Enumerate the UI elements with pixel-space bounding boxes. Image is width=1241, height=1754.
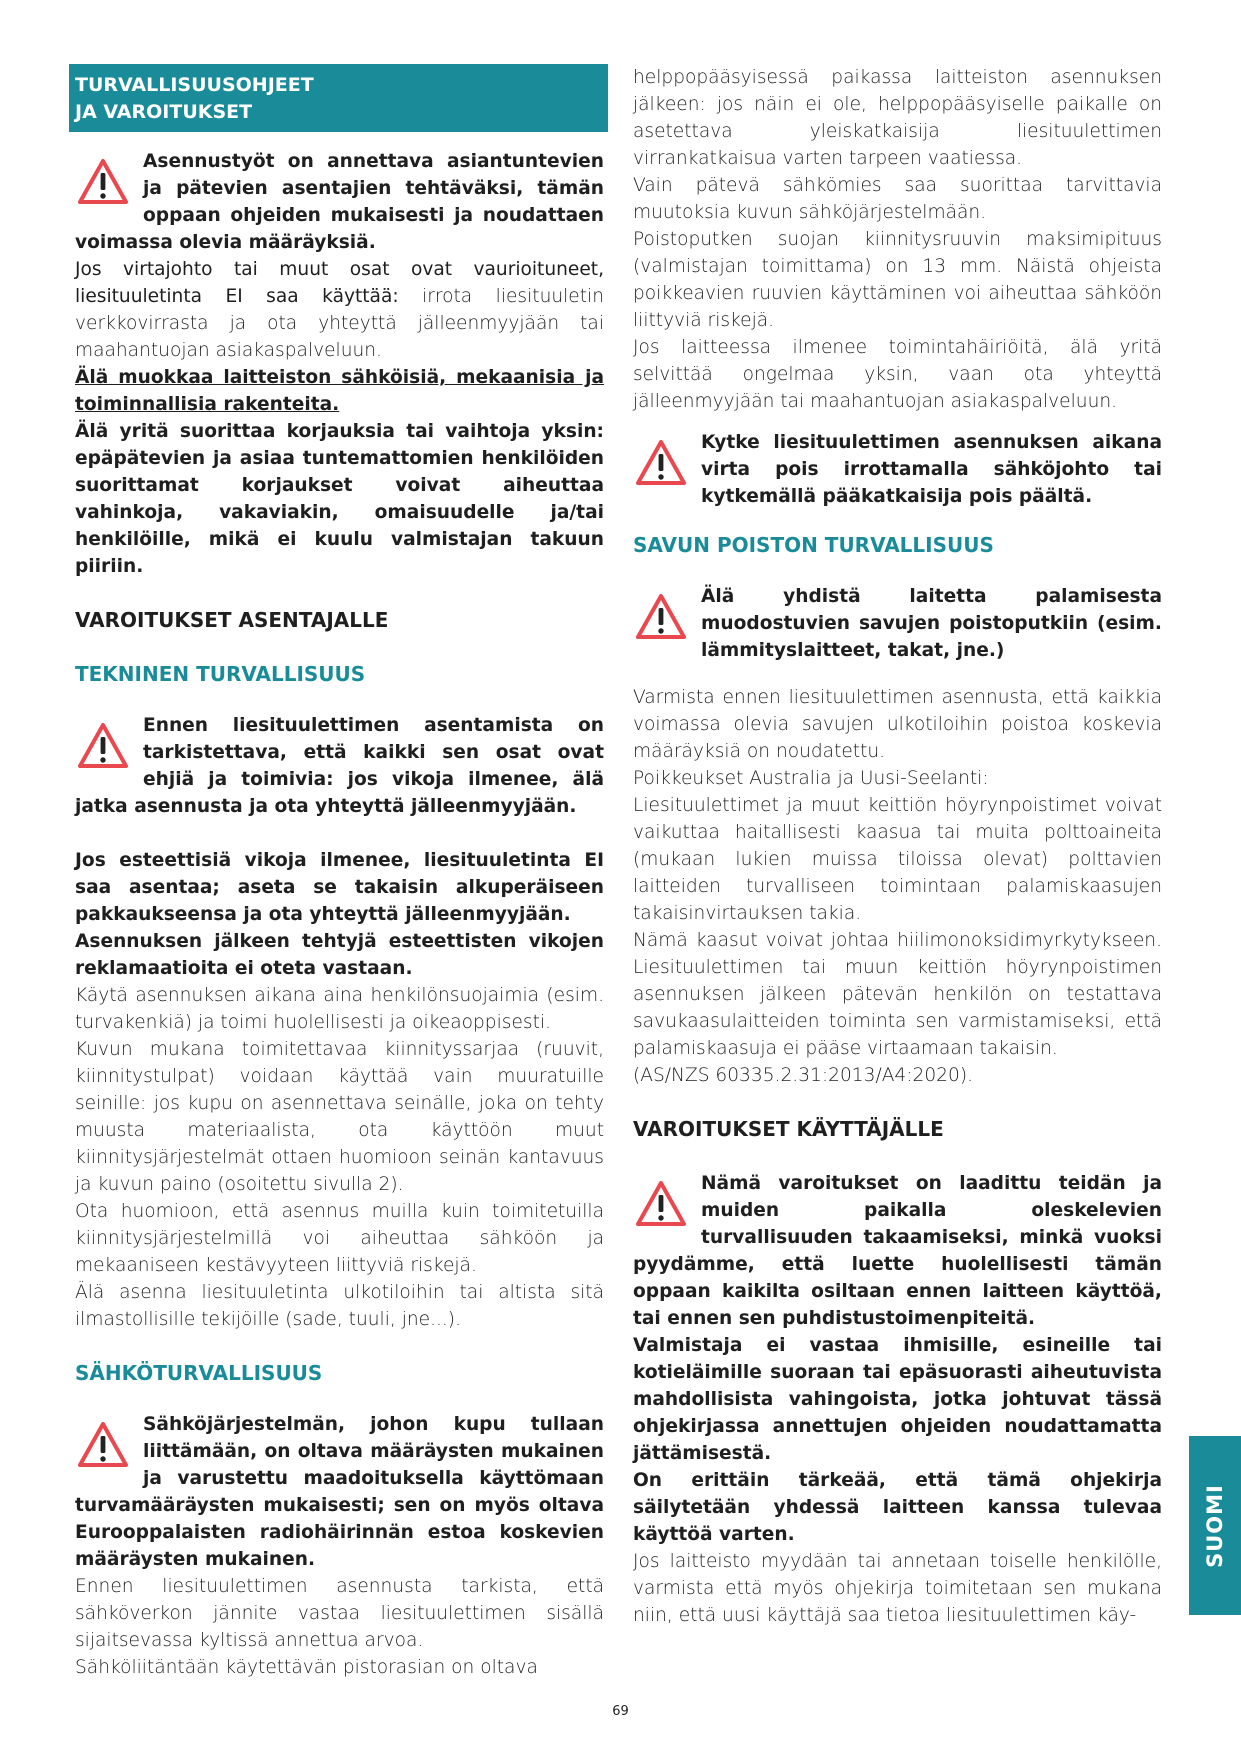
warning-text: Ennen liesituulettimen asentamista on tarkistettava, että kaikki sen osat ovat ehjiä ja toimivia: jos vikoja ilmenee, älä jatka asennusta ja ota yhteyttä jälleenmyyjään. bbox=[75, 715, 604, 817]
paragraph: On erittäin tärkeää, että tämä ohjekirja säilytetään yhdessä laitteen kanssa tulevaa käyttöä varten. bbox=[633, 1470, 1162, 1545]
warning-text: Nämä varoitukset on laadittu teidän ja muiden paikalla oleskelevien turvallisuuden takaamiseksi, minkä vuoksi pyydämme, että luette huolellisesti tämän oppaan kaikilta osiltaan ennen laitteen käyttöä, tai ennen sen puhdistustoimenpiteitä. bbox=[633, 1173, 1162, 1329]
warning-block bbox=[633, 583, 1162, 664]
paragraph: Valmistaja ei vastaa ihmisille, esineille tai kotieläimille suoraan tai epäsuorasti aiheutuvista mahdollisista vahingoista, jotka johtuvat tässä ohjekirjassa annettujen ohjeiden noudattamatta jättämisestä. bbox=[633, 1335, 1162, 1464]
paragraph: Kuvun mukana toimitettavaa kiinnityssarjaa (ruuvit, kiinnitystulpat) voidaan käyttää vain muuratuille seinille: jos kupu on asennettava seinälle, joka on tehty muusta materiaalista, ota käyttöön muut kiinnitysjärjestelmät ottaen huomioon seinän kantavuus ja kuvun paino (osoitettu sivulla 2). bbox=[75, 1039, 604, 1195]
bold-lead: Jos virtajohto tai muut osat ovat vaurioituneet, liesituuletinta EI saa käyttää: bbox=[75, 259, 604, 307]
title-line-1: TURVALLISUUSOHJEET bbox=[75, 74, 314, 96]
heading-user-warnings: VAROITUKSET KÄYTTÄJÄLLE bbox=[633, 1117, 944, 1141]
paragraph: Jos laitteessa ilmenee toimintahäiriöitä, älä yritä selvittää ongelmaa yksin, vaan ota yhteyttä jälleenmyyjään tai maahantuojan asiakaspalveluun. bbox=[633, 337, 1162, 412]
page-number: 69 bbox=[612, 1704, 629, 1719]
warning-triangle-icon bbox=[635, 439, 687, 487]
paragraph: Nämä kaasut voivat johtaa hiilimonoksidimyrkytykseen. Liesituulettimen tai muun keittiön höyrynpoistimen asennuksen jälkeen pätevän henkilön on testattava savukaasulaitteiden toiminta sen varmistamiseksi, että palamiskaasuja ei pääse virtaamaan takaisin. bbox=[633, 930, 1162, 1059]
paragraph-underlined bbox=[75, 364, 604, 418]
heading-electrical-safety: SÄHKÖTURVALLISUUS bbox=[75, 1361, 323, 1385]
warning-text: Kytke liesituulettimen asennuksen aikana virta pois irrottamalla sähköjohto tai kytkemällä pääkatkaisija pois päältä. bbox=[701, 432, 1162, 507]
paragraph: Jos laitteisto myydään tai annetaan toiselle henkilölle, varmista että myös ohjekirja toimitetaan sen mukana niin, että uusi käyttäjä saa tietoa liesituulettimen käy- bbox=[633, 1551, 1162, 1626]
underlined-text: Älä muokkaa laitteiston sähköisiä, mekaanisia ja toiminnallisia rakenteita. bbox=[75, 367, 604, 415]
language-label: SUOMI bbox=[1203, 1483, 1227, 1568]
warning-block bbox=[75, 148, 604, 256]
paragraph: helppopääsyisessä paikassa laitteiston asennuksen jälkeen: jos näin ei ole, helppopääsyiselle paikalle on asetettava yleiskatkaisija liesituulettimen virrankatkaisua varten tarpeen vaatiessa. bbox=[633, 67, 1162, 169]
warning-triangle-icon bbox=[77, 1421, 129, 1469]
paragraph: Varmista ennen liesituulettimen asennusta, että kaikkia voimassa olevia savujen ulkotiloihin poistoa koskevia määräyksiä on noudatettu. bbox=[633, 687, 1162, 762]
paragraph: Ennen liesituulettimen asennusta tarkista, että sähköverkon jännite vastaa liesituulettimen sisällä sijaitsevassa kyltissä annettua arvoa. bbox=[75, 1576, 604, 1651]
heading-smoke-safety: SAVUN POISTON TURVALLISUUS bbox=[633, 533, 994, 557]
paragraph: Käytä asennuksen aikana aina henkilönsuojaimia (esim. turvakenkiä) ja toimi huolellisesti ja oikeaoppisesti. bbox=[75, 985, 604, 1033]
paragraph: Älä asenna liesituuletinta ulkotiloihin tai altista sitä ilmastollisille tekijöille (sade, tuuli, jne...). bbox=[75, 1282, 604, 1330]
right-column bbox=[633, 64, 1162, 1629]
language-side-tab bbox=[1189, 1436, 1241, 1615]
warning-block bbox=[633, 1170, 1162, 1332]
paragraph: Älä yritä suorittaa korjauksia tai vaihtoja yksin: epäpätevien ja asiaa tuntemattomien henkilöiden suorittamat korjaukset voivat aiheuttaa vahinkoja, vakaviakin, omaisuudelle ja/tai henkilöille, mikä ei kuulu valmistajan takuun piiriin. bbox=[75, 421, 604, 577]
paragraph-rest: irrota liesituuletin verkkovirrasta ja ota yhteyttä jälleenmyyjään tai maahantuojan asiakaspalveluun. bbox=[75, 286, 604, 361]
paragraph: Ota huomioon, että asennus muilla kuin toimitetuilla kiinnitysjärjestelmillä voi aiheuttaa sähköön ja mekaaniseen kestävyyteen liittyviä riskejä. bbox=[75, 1201, 604, 1276]
paragraph: Sähköliitäntään käytettävän pistorasian on oltava bbox=[75, 1657, 538, 1678]
heading-installer-warnings: VAROITUKSET ASENTAJALLE bbox=[75, 608, 389, 632]
warning-text: Asennustyöt on annettava asiantuntevien ja pätevien asentajien tehtäväksi, tämän oppaan ohjeiden mukaisesti ja noudattaen voimassa olevia määräyksiä. bbox=[75, 151, 604, 253]
warning-block bbox=[633, 429, 1162, 510]
paragraph: Poistoputken suojan kiinnitysruuvin maksimipituus (valmistajan toimittama) on 13 mm. Näistä ohjeista poikkeavien ruuvien käyttäminen voi aiheuttaa sähköön liittyviä riskejä. bbox=[633, 229, 1162, 331]
heading-technical-safety: TEKNINEN TURVALLISUUS bbox=[75, 662, 366, 686]
warning-triangle-icon bbox=[635, 1180, 687, 1228]
paragraph bbox=[75, 256, 604, 364]
warning-block bbox=[75, 1411, 604, 1573]
paragraph: Asennuksen jälkeen tehtyjä esteettisten vikojen reklamaatioita ei oteta vastaan. bbox=[75, 931, 604, 979]
paragraph: Liesituulettimet ja muut keittiön höyrynpoistimet voivat vaikuttaa haitallisesti kaasua tai muita polttoaineita (mukaan lukien muissa tiloissa olevat) polttavien laitteiden turvalliseen toimintaan palamiskaasujen takaisinvirtauksen takia. bbox=[633, 795, 1162, 924]
warning-triangle-icon bbox=[77, 158, 129, 206]
title-line-2: JA VAROITUKSET bbox=[75, 101, 253, 123]
paragraph: Poikkeukset Australia ja Uusi-Seelanti: bbox=[633, 768, 989, 789]
warning-triangle-icon bbox=[635, 593, 687, 641]
warning-block bbox=[75, 712, 604, 820]
paragraph: Vain pätevä sähkömies saa suorittaa tarvittavia muutoksia kuvun sähköjärjestelmään. bbox=[633, 175, 1162, 223]
section-title-banner bbox=[69, 64, 608, 132]
warning-text: Sähköjärjestelmän, johon kupu tullaan liittämään, on oltava määräysten mukainen ja varustettu maadoituksella käyttömaan turvamääräysten mukaisesti; sen on myös oltava Eurooppalaisten radiohäirinnän estoa koskevien määräysten mukainen. bbox=[75, 1414, 604, 1570]
warning-text: Älä yhdistä laitetta palamisesta muodostuvien savujen poistoputkiin (esim. lämmityslaitteet, takat, jne.) bbox=[701, 586, 1162, 661]
paragraph: (AS/NZS 60335.2.31:2013/A4:2020). bbox=[633, 1065, 974, 1086]
paragraph: Jos esteettisiä vikoja ilmenee, liesituuletinta EI saa asentaa; aseta se takaisin alkuperäiseen pakkaukseensa ja ota yhteyttä jälleenmyyjään. bbox=[75, 850, 604, 925]
left-column bbox=[75, 64, 604, 1681]
warning-triangle-icon bbox=[77, 722, 129, 770]
